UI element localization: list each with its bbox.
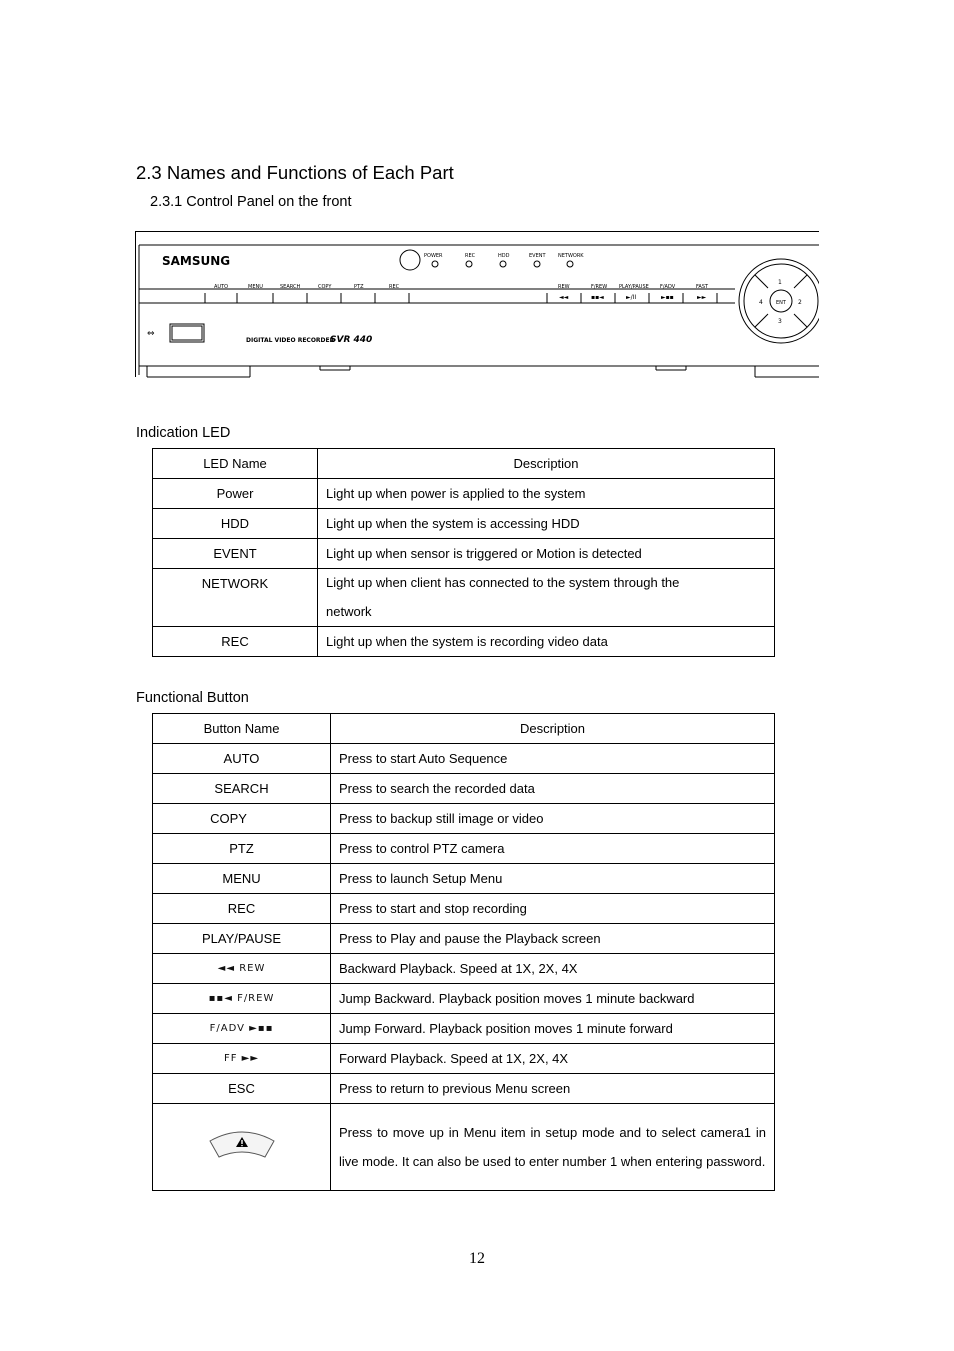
svg-text:3: 3 <box>778 318 782 325</box>
col-button-name: Button Name <box>153 714 331 744</box>
svg-text:ENT: ENT <box>776 300 786 306</box>
rew-button-image: ◄◄ REW <box>153 954 331 984</box>
table-row: EVENT Light up when sensor is triggered or Motion is detected <box>153 539 775 569</box>
svg-text:F/ADV: F/ADV <box>660 284 676 290</box>
table-row: ESC Press to return to previous Menu screen <box>153 1074 775 1104</box>
frew-button-image: ▪▪◄ F/REW <box>153 984 331 1014</box>
table-row: F/ADV ►▪▪ Jump Forward. Playback position moves 1 minute forward <box>153 1014 775 1044</box>
page-number: 12 <box>469 1250 485 1267</box>
svg-text:POWER: POWER <box>424 253 443 259</box>
table-row: SEARCH Press to search the recorded data <box>153 774 775 804</box>
svg-text:MENU: MENU <box>248 284 263 290</box>
table-row: PTZ Press to control PTZ camera <box>153 834 775 864</box>
svg-text:2: 2 <box>798 299 802 306</box>
svg-text:4: 4 <box>759 299 763 306</box>
table-row: PLAY/PAUSE Press to Play and pause the Playback screen <box>153 924 775 954</box>
svg-text:NETWORK: NETWORK <box>558 253 584 259</box>
svg-text:►/II: ►/II <box>626 294 637 301</box>
led-table <box>152 448 775 657</box>
col-description: Description <box>318 449 775 479</box>
table-row: AUTO Press to start Auto Sequence <box>153 744 775 774</box>
table-row: Power Light up when power is applied to the system <box>153 479 775 509</box>
table-row: NETWORK Light up when client has connected to the system through the network <box>153 569 775 627</box>
svg-text:PTZ: PTZ <box>354 284 364 290</box>
svg-text:HDD: HDD <box>498 253 510 259</box>
col-description: Description <box>331 714 775 744</box>
table-row: FF ►► Forward Playback. Speed at 1X, 2X, 4X <box>153 1044 775 1074</box>
svg-text:SVR 440: SVR 440 <box>330 335 373 345</box>
svg-text:EVENT: EVENT <box>529 253 546 259</box>
svg-text:SEARCH: SEARCH <box>280 284 301 290</box>
svg-text:AUTO: AUTO <box>214 284 229 290</box>
svg-text:◄◄: ◄◄ <box>559 294 569 301</box>
button-section-title: Functional Button <box>136 690 249 706</box>
svg-text:F/REW: F/REW <box>591 284 608 290</box>
ff-button-image: FF ►► <box>153 1044 331 1074</box>
control-panel-illustration <box>135 231 819 379</box>
section-heading: 2.3 Names and Functions of Each Part <box>136 162 454 183</box>
svg-text:▪▪◄: ▪▪◄ <box>591 294 604 301</box>
led-section-title: Indication LED <box>136 425 231 441</box>
table-row: HDD Light up when the system is accessing HDD <box>153 509 775 539</box>
table-row: ▪▪◄ F/REW Jump Backward. Playback position moves 1 minute backward <box>153 984 775 1014</box>
svg-text:DIGITAL VIDEO RECORDER: DIGITAL VIDEO RECORDER <box>246 337 335 344</box>
subsection-heading: 2.3.1 Control Panel on the front <box>150 194 352 210</box>
table-row: Press to move up in Menu item in setup mode and to select camera1 in live mode. It can also be used to enter number 1 when entering password. <box>153 1104 775 1191</box>
svg-text:FAST: FAST <box>696 284 709 290</box>
brand-logo: SAMSUNG <box>162 254 231 268</box>
fadv-button-image: F/ADV ►▪▪ <box>153 1014 331 1044</box>
table-row: MENU Press to launch Setup Menu <box>153 864 775 894</box>
svg-text:►►: ►► <box>697 294 707 301</box>
table-header <box>153 449 775 479</box>
button-table <box>152 713 775 1191</box>
table-row: REC Light up when the system is recording video data <box>153 627 775 657</box>
svg-text:1: 1 <box>778 279 782 286</box>
svg-text:PLAY/PAUSE: PLAY/PAUSE <box>619 284 649 290</box>
svg-text:►▪▪: ►▪▪ <box>661 294 674 301</box>
up-key-image <box>153 1104 331 1191</box>
svg-text:COPY: COPY <box>318 284 332 290</box>
up-arrow-icon <box>207 1129 277 1163</box>
svg-text:REW: REW <box>558 284 570 290</box>
table-header <box>153 714 775 744</box>
table-row: COPY Press to backup still image or video <box>153 804 775 834</box>
svg-text:⇔: ⇔ <box>147 329 155 339</box>
svg-text:REC: REC <box>389 284 400 290</box>
col-led-name: LED Name <box>153 449 318 479</box>
table-row: REC Press to start and stop recording <box>153 894 775 924</box>
svg-text:REC: REC <box>465 253 476 259</box>
table-row: ◄◄ REW Backward Playback. Speed at 1X, 2X, 4X <box>153 954 775 984</box>
